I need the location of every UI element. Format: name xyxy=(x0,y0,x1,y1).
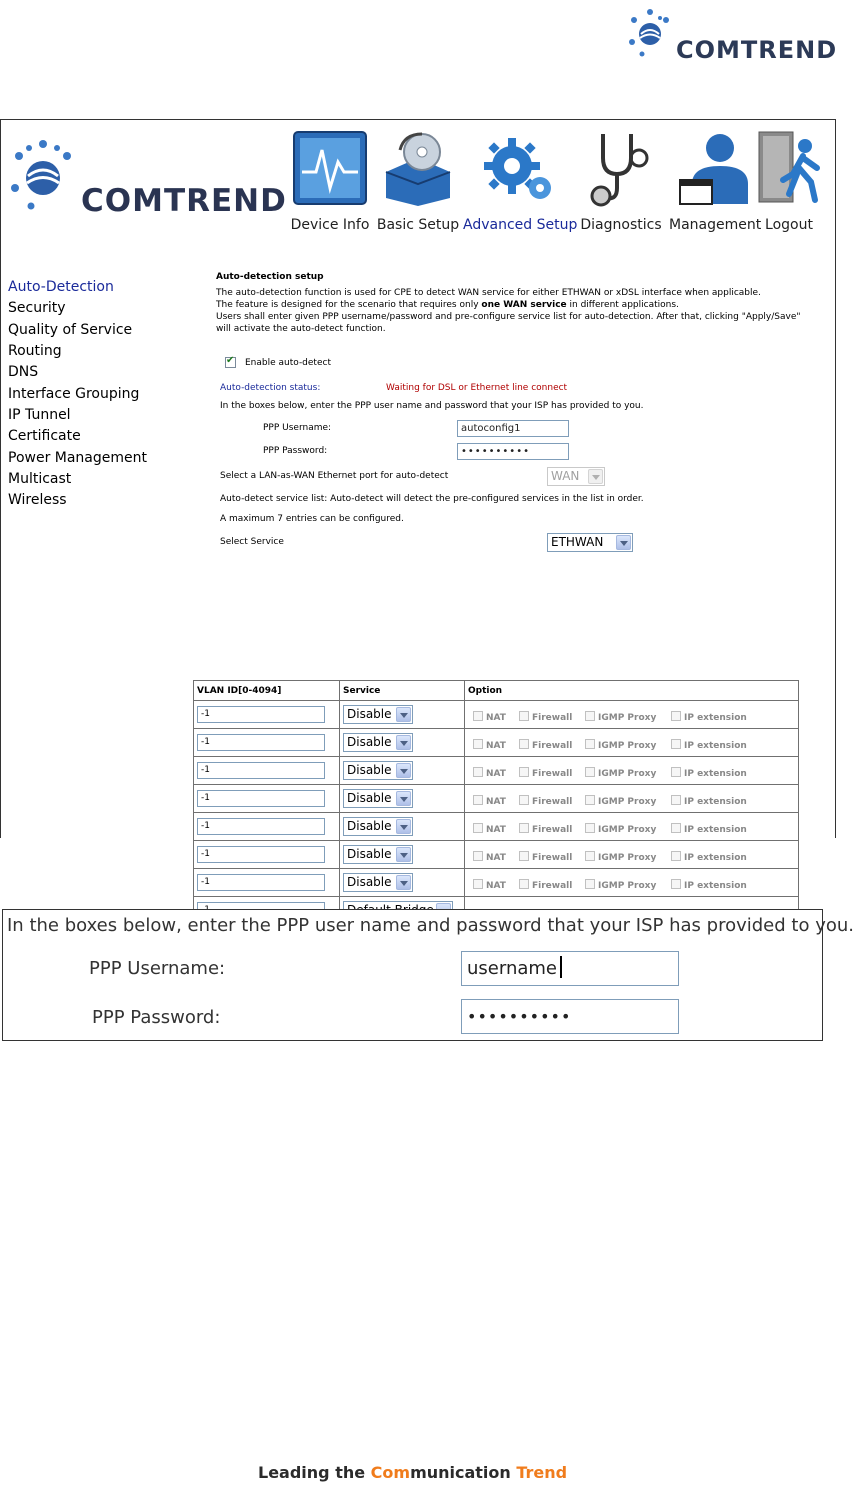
sidebar-item-interface-grouping[interactable]: Interface Grouping xyxy=(8,386,140,402)
option-firewall[interactable]: Firewall xyxy=(519,711,572,723)
zoom-ppp-intro: In the boxes below, enter the PPP user name and password that your ISP has provided to you. xyxy=(7,915,854,936)
box-cd-icon xyxy=(378,128,458,208)
zoomed-ppp-panel xyxy=(2,909,854,1041)
option-ip-extension[interactable]: IP extension xyxy=(671,851,747,863)
option-ip-extension[interactable]: IP extension xyxy=(671,767,747,779)
ppp-username-input[interactable]: autoconfig1 xyxy=(457,420,569,437)
service-list-note: Auto-detect service list: Auto-detect will detect the pre-configured services in the list in order. xyxy=(220,494,644,504)
chevron-down-icon xyxy=(396,819,411,834)
brand-logo xyxy=(9,126,287,219)
vlan-id-input[interactable]: -1 xyxy=(197,790,325,807)
nav-diagnostics[interactable]: Diagnostics xyxy=(573,126,669,236)
select-service-label: Select Service xyxy=(220,537,284,547)
comtrend-swirl-icon xyxy=(9,126,79,216)
option-ip-extension[interactable]: IP extension xyxy=(671,879,747,891)
description-line-3: Users shall enter given PPP username/password and pre-configure service list for auto-detection. After that, clicking "Apply/Save" xyxy=(216,312,801,322)
ppp-username-label: PPP Username: xyxy=(263,423,332,433)
table-header-row xyxy=(194,681,799,701)
sidebar-item-wireless[interactable]: Wireless xyxy=(8,492,67,508)
header-banner xyxy=(1,120,835,265)
page-title: Auto-detection setup xyxy=(216,272,324,282)
column-header-option: Option xyxy=(465,681,799,701)
ip-extension-checkbox[interactable] xyxy=(671,851,681,861)
chevron-down-icon xyxy=(396,847,411,862)
igmp-proxy-checkbox[interactable] xyxy=(585,795,595,805)
igmp-proxy-checkbox[interactable] xyxy=(585,879,595,889)
nav-management[interactable]: Management xyxy=(669,126,759,236)
service-select[interactable]: Disable xyxy=(343,845,413,864)
option-nat[interactable]: NAT xyxy=(473,879,506,891)
sidebar-item-certificate[interactable]: Certificate xyxy=(8,428,81,444)
sidebar-item-routing[interactable]: Routing xyxy=(8,343,62,359)
option-nat[interactable]: NAT xyxy=(473,739,506,751)
firewall-checkbox[interactable] xyxy=(519,795,529,805)
firewall-checkbox[interactable] xyxy=(519,823,529,833)
sidebar-item-ip-tunnel[interactable]: IP Tunnel xyxy=(8,407,71,423)
exit-door-icon xyxy=(749,128,829,208)
vlan-id-input[interactable]: -1 xyxy=(197,706,325,723)
ppp-password-label: PPP Password: xyxy=(263,446,328,456)
chevron-down-icon xyxy=(396,763,411,778)
zoom-password-label: PPP Password: xyxy=(92,1007,221,1028)
nav-logout[interactable]: Logout xyxy=(759,126,819,236)
description-line-2: The feature is designed for the scenario that requires only one WAN service in different applications. xyxy=(216,300,679,310)
service-select[interactable]: Disable xyxy=(343,761,413,780)
router-ui-screenshot xyxy=(0,119,836,891)
sidebar-item-multicast[interactable]: Multicast xyxy=(8,471,72,487)
text-cursor xyxy=(560,956,562,978)
table-row xyxy=(194,701,799,729)
heartbeat-monitor-icon xyxy=(290,128,370,208)
sidebar-item-quality-of-service[interactable]: Quality of Service xyxy=(8,322,133,338)
nat-checkbox[interactable] xyxy=(473,851,483,861)
nav-advanced-setup[interactable]: Advanced Setup xyxy=(463,126,573,236)
option-nat[interactable]: NAT xyxy=(473,823,506,835)
chevron-down-icon xyxy=(396,791,411,806)
option-igmp-proxy[interactable]: IGMP Proxy xyxy=(585,879,656,891)
main-content xyxy=(167,265,835,891)
ip-extension-checkbox[interactable] xyxy=(671,879,681,889)
option-igmp-proxy[interactable]: IGMP Proxy xyxy=(585,767,656,779)
sidebar-item-dns[interactable]: DNS xyxy=(8,364,39,380)
ppp-intro: In the boxes below, enter the PPP user name and password that your ISP has provided to you. xyxy=(220,401,644,411)
page-logo xyxy=(626,4,838,64)
gears-icon xyxy=(478,128,558,208)
vlan-id-input[interactable]: -1 xyxy=(197,734,325,751)
table-row xyxy=(194,785,799,813)
option-firewall[interactable]: Firewall xyxy=(519,879,572,891)
sidebar-item-security[interactable]: Security xyxy=(8,300,66,316)
chevron-down-icon xyxy=(588,469,603,484)
sidebar-item-auto-detection[interactable]: Auto-Detection xyxy=(8,279,114,295)
igmp-proxy-checkbox[interactable] xyxy=(585,767,595,777)
column-header-vlan: VLAN ID[0-4094] xyxy=(194,681,340,701)
stethoscope-icon xyxy=(581,128,661,208)
status-label: Auto-detection status: xyxy=(220,383,321,393)
service-select[interactable]: Disable xyxy=(343,705,413,724)
zoom-password-input[interactable]: •••••••••• xyxy=(461,999,679,1034)
enable-auto-detect-label: Enable auto-detect xyxy=(245,358,331,368)
footer-tagline: Leading the Communication Trend xyxy=(258,1463,568,1482)
chevron-down-icon xyxy=(396,875,411,890)
vlan-id-input[interactable]: -1 xyxy=(197,846,325,863)
ppp-password-input[interactable]: •••••••••• xyxy=(457,443,569,460)
enable-auto-detect-checkbox[interactable] xyxy=(225,357,236,368)
table-row xyxy=(194,841,799,869)
option-igmp-proxy[interactable]: IGMP Proxy xyxy=(585,739,656,751)
select-service-dropdown[interactable]: ETHWAN xyxy=(547,533,633,552)
option-firewall[interactable]: Firewall xyxy=(519,739,572,751)
nav-basic-setup[interactable]: Basic Setup xyxy=(373,126,463,236)
chevron-down-icon xyxy=(396,735,411,750)
firewall-checkbox[interactable] xyxy=(519,767,529,777)
option-igmp-proxy[interactable]: IGMP Proxy xyxy=(585,711,656,723)
status-value: Waiting for DSL or Ethernet line connect xyxy=(386,383,568,393)
comtrend-swirl-icon xyxy=(626,4,674,64)
option-ip-extension[interactable]: IP extension xyxy=(671,795,747,807)
igmp-proxy-checkbox[interactable] xyxy=(585,823,595,833)
option-igmp-proxy[interactable]: IGMP Proxy xyxy=(585,795,656,807)
ip-extension-checkbox[interactable] xyxy=(671,711,681,721)
nat-checkbox[interactable] xyxy=(473,879,483,889)
igmp-proxy-checkbox[interactable] xyxy=(585,739,595,749)
zoom-username-input[interactable]: username xyxy=(461,951,679,986)
description-line-1: The auto-detection function is used for CPE to detect WAN service for either ETHWAN or xDSL interface when applicable. xyxy=(216,288,761,298)
sidebar-item-power-management[interactable]: Power Management xyxy=(8,450,148,466)
option-firewall[interactable]: Firewall xyxy=(519,767,572,779)
brand-text: COMTREND xyxy=(81,183,287,219)
option-ip-extension[interactable]: IP extension xyxy=(671,739,747,751)
firewall-checkbox[interactable] xyxy=(519,879,529,889)
service-select[interactable]: Disable xyxy=(343,789,413,808)
lan-as-wan-label: Select a LAN-as-WAN Ethernet port for auto-detect xyxy=(220,471,449,481)
max-entries-note: A maximum 7 entries can be configured. xyxy=(220,514,404,524)
page-logo-text: COMTREND xyxy=(676,36,838,64)
vlan-id-input[interactable]: -1 xyxy=(197,818,325,835)
option-igmp-proxy[interactable]: IGMP Proxy xyxy=(585,823,656,835)
sidebar xyxy=(1,265,167,838)
igmp-proxy-checkbox[interactable] xyxy=(585,851,595,861)
ip-extension-checkbox[interactable] xyxy=(671,823,681,833)
service-select[interactable]: Disable xyxy=(343,817,413,836)
option-nat[interactable]: NAT xyxy=(473,795,506,807)
nat-checkbox[interactable] xyxy=(473,739,483,749)
igmp-proxy-checkbox[interactable] xyxy=(585,711,595,721)
nat-checkbox[interactable] xyxy=(473,795,483,805)
service-select[interactable]: Disable xyxy=(343,733,413,752)
table-row xyxy=(194,757,799,785)
nat-checkbox[interactable] xyxy=(473,767,483,777)
option-ip-extension[interactable]: IP extension xyxy=(671,823,747,835)
option-firewall[interactable]: Firewall xyxy=(519,795,572,807)
vlan-id-input[interactable]: -1 xyxy=(197,762,325,779)
nat-checkbox[interactable] xyxy=(473,711,483,721)
option-nat[interactable]: NAT xyxy=(473,851,506,863)
service-select[interactable]: Disable xyxy=(343,873,413,892)
firewall-checkbox[interactable] xyxy=(519,851,529,861)
ip-extension-checkbox[interactable] xyxy=(671,767,681,777)
option-nat[interactable]: NAT xyxy=(473,767,506,779)
chevron-down-icon xyxy=(616,535,631,550)
firewall-checkbox[interactable] xyxy=(519,711,529,721)
option-firewall[interactable]: Firewall xyxy=(519,851,572,863)
ip-extension-checkbox[interactable] xyxy=(671,739,681,749)
nat-checkbox[interactable] xyxy=(473,823,483,833)
description-line-4: will activate the auto-detect function. xyxy=(216,324,386,334)
option-firewall[interactable]: Firewall xyxy=(519,823,572,835)
option-nat[interactable]: NAT xyxy=(473,711,506,723)
lan-as-wan-select[interactable]: WAN xyxy=(547,467,605,486)
firewall-checkbox[interactable] xyxy=(519,739,529,749)
zoom-username-label: PPP Username: xyxy=(89,958,226,979)
ip-extension-checkbox[interactable] xyxy=(671,795,681,805)
table-row xyxy=(194,813,799,841)
option-igmp-proxy[interactable]: IGMP Proxy xyxy=(585,851,656,863)
nav-device-info[interactable]: Device Info xyxy=(287,126,373,236)
vlan-id-input[interactable]: -1 xyxy=(197,874,325,891)
service-table xyxy=(193,680,799,925)
column-header-service: Service xyxy=(340,681,465,701)
table-row xyxy=(194,729,799,757)
table-row xyxy=(194,869,799,897)
user-admin-icon xyxy=(674,128,754,208)
chevron-down-icon xyxy=(396,707,411,722)
option-ip-extension[interactable]: IP extension xyxy=(671,711,747,723)
